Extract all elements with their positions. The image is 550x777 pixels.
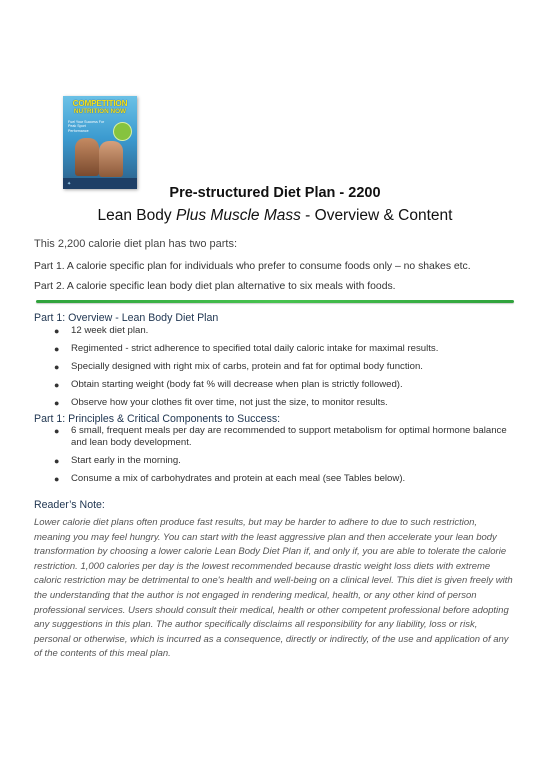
principles-heading: Part 1: Principles & Critical Components to Success:: [34, 413, 281, 425]
part-1-description: Part 1. A calorie specific plan for individuals who prefer to consume foods only – no shakes etc.: [34, 261, 471, 272]
subtitle-post: - Overview & Content: [300, 207, 453, 224]
section-divider: [36, 300, 514, 303]
bullet-icon: ●: [54, 398, 60, 408]
bullet-text: Observe how your clothes fit over time, not just the size, to monitor results.: [71, 397, 388, 408]
intro-text: This 2,200 calorie diet plan has two parts:: [34, 238, 238, 250]
bullet-icon: ●: [54, 474, 60, 484]
bullet-icon: ●: [54, 380, 60, 390]
overview-heading: Part 1: Overview - Lean Body Diet Plan: [34, 312, 219, 324]
bullet-text: 12 week diet plan.: [71, 325, 149, 336]
cover-athlete-male: [75, 138, 99, 176]
list-item: [54, 343, 514, 361]
cover-athlete-female: [99, 141, 123, 177]
cover-tagline: Fuel Your Success For Peak Sport Performance: [68, 120, 105, 133]
readers-note-heading: Reader’s Note:: [34, 499, 105, 511]
subtitle-italic: Plus Muscle Mass: [175, 207, 301, 224]
bullet-icon: ●: [54, 456, 60, 466]
overview-bullet-list: [54, 325, 514, 415]
list-item: [54, 361, 514, 379]
part-2-description: Part 2. A calorie specific lean body diet plan alternative to six meals with foods.: [34, 281, 396, 292]
list-item: [54, 425, 514, 449]
page-title: Pre-structured Diet Plan - 2200: [169, 185, 381, 201]
cover-title-line2: NUTRITION NOW: [73, 108, 127, 115]
page-subtitle: [0, 207, 550, 225]
principles-bullet-list: [54, 425, 514, 491]
bullet-text: Specially designed with right mix of carbs, protein and fat for optimal body function.: [71, 361, 423, 372]
bullet-text: Regimented - strict adherence to specified total daily caloric intake for maximal results.: [71, 343, 439, 354]
cover-title-line1: COMPETITION: [72, 99, 128, 108]
bullet-icon: ●: [54, 426, 60, 436]
bullet-text: Consume a mix of carbohydrates and protein at each meal (see Tables below).: [71, 473, 406, 484]
bullet-icon: ●: [54, 326, 60, 336]
bullet-text: Start early in the morning.: [71, 455, 181, 466]
bullet-text: 6 small, frequent meals per day are recommended to support metabolism for optimal hormone balance and lean body development.: [71, 425, 507, 448]
bullet-icon: ●: [54, 362, 60, 372]
bullet-text: Obtain starting weight (body fat % will decrease when plan is strictly followed).: [71, 379, 403, 390]
bullet-icon: ●: [54, 344, 60, 354]
cover-badge: [113, 122, 132, 141]
book-cover-image: [63, 96, 137, 189]
list-item: [54, 325, 514, 343]
cover-logo-icon: ✦: [67, 181, 72, 187]
subtitle-pre: Lean Body: [97, 207, 176, 224]
list-item: [54, 379, 514, 397]
list-item: [54, 455, 514, 467]
readers-note-body: Lower calorie diet plans often produce fast results, but may be harder to adhere to due to such restriction, meaning you may feel hungry. You can start with the least aggressive plan and then accelerate your lean body transformation by choosing a lower calorie Lean Body Diet Plan if, and only if, you are able to tolerate the calorie restriction. 1,000 calories per day is the lowest recommended because drastic weight loss diets with extreme caloric restriction may be detrimental to one's health and well-being on a clinical level. This diet is given freely with the understanding that the author is not engaged in rendering medical, health, or any other kind of person professional services. Users should consult their medical, health or other competent professional before adopting any suggestions in this plan. The author specifically disclaims all responsibility for any liability, loss or risk, personal or otherwise, which is incurred as a consequence, directly or indirectly, of the use and application of any of the contents of this meal plan.: [34, 517, 513, 660]
list-item: [54, 473, 514, 485]
